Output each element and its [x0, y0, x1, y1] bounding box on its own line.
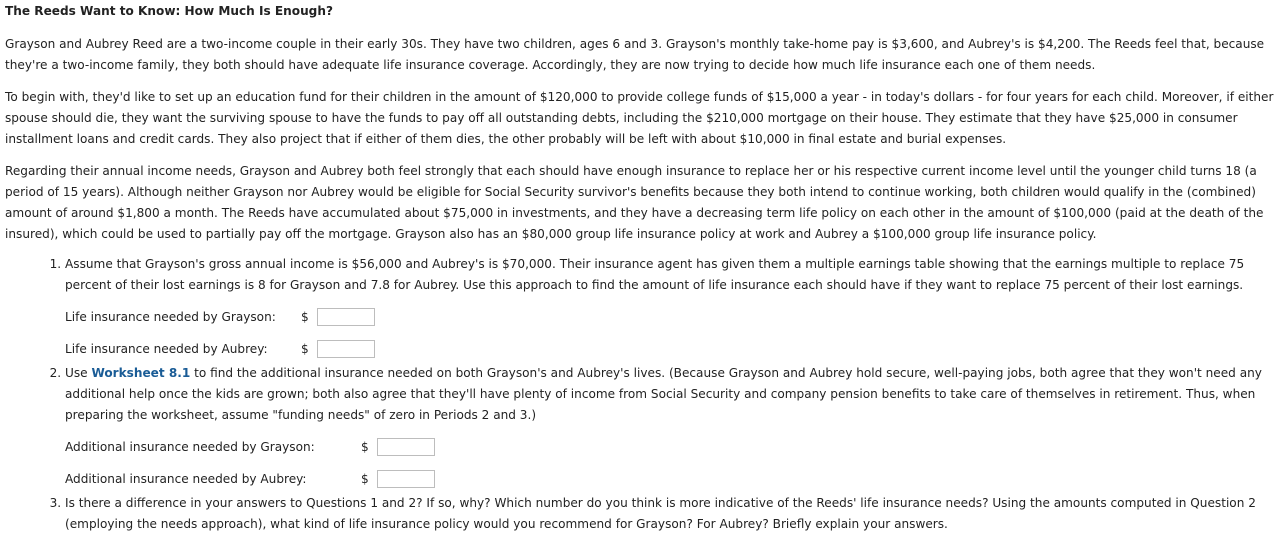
problem-title: The Reeds Want to Know: How Much Is Enough? — [5, 4, 333, 18]
aubrey-additional-insurance-input[interactable] — [377, 470, 435, 488]
dollar-sign: $ — [361, 471, 369, 486]
grayson-life-insurance-row — [65, 306, 1279, 328]
question-3-text: 3. Is there a difference in your answers to Questions 1 and 2? If so, why? Which number do you think is more indicative of the Reeds' life insurance needs? Using the amounts computed in Question 2 (employing the needs approach), what kind of life insurance policy would you recommend for Grayson? For Aubrey? Briefly explain your answers. — [65, 496, 1256, 531]
education-debts-paragraph: To begin with, they'd like to set up an education fund for their children in the amount of $120,000 to provide college funds of $15,000 a year - in today's dollars - for four years for each child. Moreover, if either spouse should die, they want the surviving spouse to have the funds to pay off all outstanding debts, including the $210,000 mortgage on their house. They estimate that they have $25,000 in consumer installment loans and credit cards. They also project that if either of them dies, the other probably will be left with about $10,000 in final estate and burial expenses. — [5, 90, 1274, 146]
grayson-life-insurance-label: Life insurance needed by Grayson: — [65, 309, 276, 324]
question-2-text-before: Use — [65, 366, 92, 380]
worksheet-8-1-link[interactable]: Worksheet 8.1 — [91, 366, 191, 380]
question-2 — [65, 363, 1279, 490]
dollar-sign: $ — [361, 439, 369, 454]
question-2-text-after: to find the additional insurance needed on both Grayson's and Aubrey's lives. (Because Grayson and Aubrey hold secure, well-paying jobs, both agree that they won't need any additional help once the kids are grown; both also agree that they'll have plenty of income from Social Security and company pension benefits to take care of themselves in retirement. Thus, when preparing the worksheet, assume "funding needs" of zero in Periods 2 and 3.) — [65, 366, 1262, 422]
question-2-text — [65, 363, 1279, 426]
aubrey-life-insurance-row — [65, 338, 1279, 360]
dollar-sign: $ — [301, 341, 309, 356]
income-needs-paragraph: Regarding their annual income needs, Grayson and Aubrey both feel strongly that each should have enough insurance to replace her or his respective current income level until the younger child turns 18 (a period of 15 years). Although neither Grayson nor Aubrey would be eligible for Social Security survivor's benefits because they both intend to continue working, both children would qualify in the (combined) amount of around $1,800 a month. The Reeds have accumulated about $75,000 in investments, and they have a decreasing term life policy on each other in the amount of $100,000 (paid at the death of the insured), which could be used to partially pay off the mortgage. Grayson also has an $80,000 group life insurance policy at work and Aubrey a $100,000 group life insurance policy. — [5, 164, 1264, 241]
question-1 — [65, 254, 1279, 360]
question-1-text: 1. Assume that Grayson's gross annual income is $56,000 and Aubrey's is $70,000. Their insurance agent has given them a multiple earnings table showing that the earnings multiple to replace 75 percent of their lost earnings is 8 for Grayson and 7.8 for Aubrey. Use this approach to find the amount of life insurance each should have if they want to replace 75 percent of their lost earnings. — [65, 257, 1245, 292]
intro-paragraph: Grayson and Aubrey Reed are a two-income couple in their early 30s. They have two children, ages 6 and 3. Grayson's monthly take-home pay is $3,600, and Aubrey's is $4,200. The Reeds feel that, because they're a two-income family, they both should have adequate life insurance coverage. Accordingly, they are now trying to decide how much life insurance each one of them needs. — [5, 37, 1265, 72]
question-list — [5, 254, 1279, 535]
dollar-sign: $ — [301, 309, 309, 324]
grayson-life-insurance-input[interactable] — [317, 308, 375, 326]
aubrey-life-insurance-label: Life insurance needed by Aubrey: — [65, 341, 268, 356]
grayson-additional-insurance-label: Additional insurance needed by Grayson: — [65, 439, 315, 454]
question-3 — [65, 493, 1279, 535]
aubrey-additional-insurance-label: Additional insurance needed by Aubrey: — [65, 471, 307, 486]
problem-page — [5, 3, 1279, 535]
aubrey-additional-insurance-row — [65, 468, 1279, 490]
grayson-additional-insurance-input[interactable] — [377, 438, 435, 456]
aubrey-life-insurance-input[interactable] — [317, 340, 375, 358]
grayson-additional-insurance-row — [65, 436, 1279, 458]
